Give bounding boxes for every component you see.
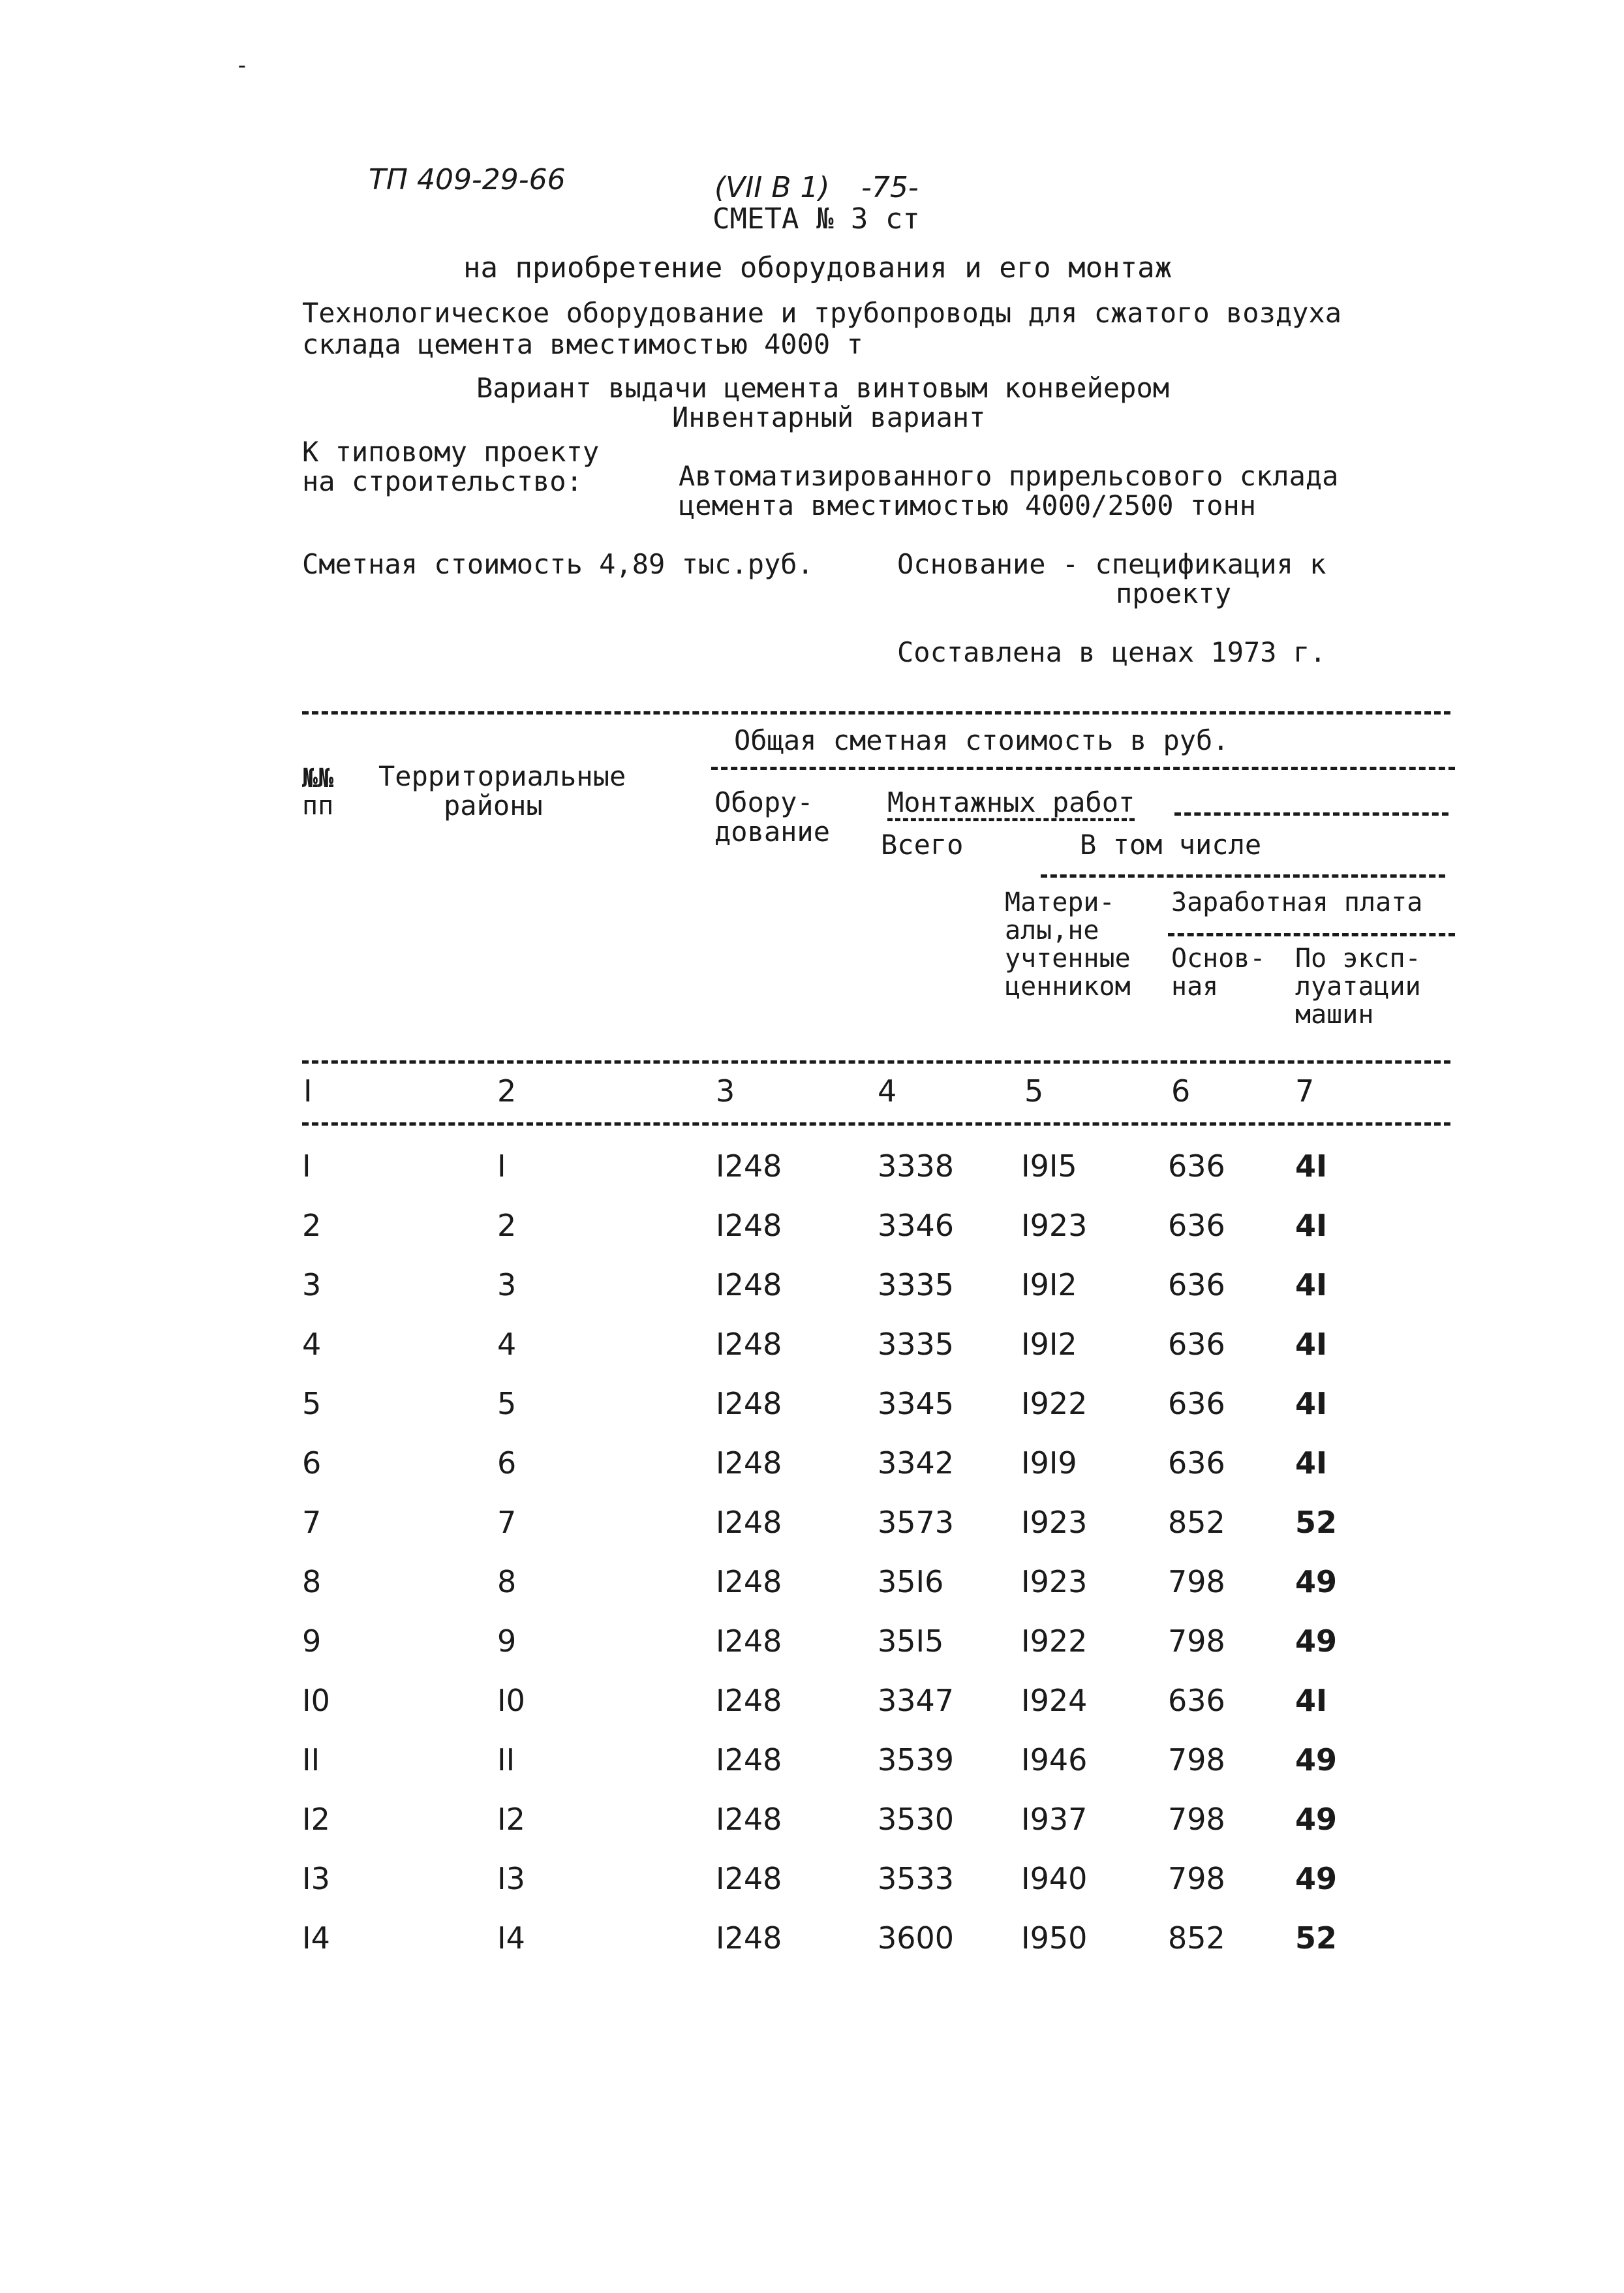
unaccounted-materials-cell: I923 <box>1021 1208 1088 1243</box>
header-bottom-rule <box>302 1060 1450 1064</box>
page-number: -75- <box>861 171 919 204</box>
equipment-cost-cell: I248 <box>716 1505 782 1540</box>
estimated-cost: Сметная стоимость 4,89 тыс.руб. <box>302 548 814 580</box>
machine-wage-cell: 4I <box>1295 1683 1328 1718</box>
basic-wage-cell: 798 <box>1168 1802 1225 1837</box>
column-number: 7 <box>1295 1073 1315 1109</box>
region-cell: 6 <box>497 1445 517 1481</box>
machine-wage-cell: 49 <box>1295 1861 1338 1896</box>
materials-header-3: учтенные <box>1005 944 1131 974</box>
row-number-cell: 7 <box>302 1505 322 1540</box>
equipment-cost-cell: I248 <box>716 1742 782 1777</box>
including-rule <box>1041 874 1445 878</box>
row-number-cell: II <box>302 1742 320 1777</box>
basic-wage-cell: 636 <box>1168 1683 1225 1718</box>
basic-wage-cell: 852 <box>1168 1920 1225 1956</box>
installation-header <box>887 786 1135 818</box>
project-name-line-2: цемента вместимостью 4000/2500 тонн <box>679 489 1257 521</box>
basic-wage-header-1: Основ- <box>1171 944 1266 974</box>
document-code: ТП 409-29-66 <box>369 163 566 196</box>
installation-total-cell: 35I6 <box>878 1564 944 1599</box>
machine-wage-cell: 49 <box>1295 1742 1338 1777</box>
total-cost-header: Общая сметная стоимость в руб. <box>734 724 1229 756</box>
object-line-2: склада цемента вместимостью 4000 т <box>302 328 863 360</box>
machine-wage-cell: 49 <box>1295 1624 1338 1659</box>
installation-total-cell: 3345 <box>878 1386 955 1421</box>
machine-wage-cell: 52 <box>1295 1505 1338 1540</box>
column-number: 3 <box>716 1073 735 1109</box>
machine-wage-cell: 49 <box>1295 1802 1338 1837</box>
machine-wage-cell: 49 <box>1295 1564 1338 1599</box>
region-cell: 5 <box>497 1386 517 1421</box>
wages-header: Заработная плата <box>1171 887 1423 917</box>
row-number-cell: 9 <box>302 1624 322 1659</box>
machine-wage-header-2: луатации <box>1295 972 1421 1002</box>
materials-header-2: алы,не <box>1005 916 1099 946</box>
equipment-cost-cell: I248 <box>716 1267 782 1302</box>
machine-wage-cell: 52 <box>1295 1920 1338 1956</box>
unaccounted-materials-cell: I940 <box>1021 1861 1088 1896</box>
row-number-cell: I3 <box>302 1861 330 1896</box>
basic-wage-cell: 636 <box>1168 1386 1225 1421</box>
installation-total-cell: 35I5 <box>878 1624 944 1659</box>
equipment-cost-cell: I248 <box>716 1445 782 1481</box>
unaccounted-materials-cell: I9I2 <box>1021 1327 1077 1362</box>
basic-wage-cell: 798 <box>1168 1861 1225 1896</box>
equipment-cost-cell: I248 <box>716 1802 782 1837</box>
region-cell: 3 <box>497 1267 517 1302</box>
column-number-rule <box>302 1122 1450 1126</box>
region-cell: I4 <box>497 1920 525 1956</box>
row-number-cell: 6 <box>302 1445 322 1481</box>
equipment-cost-cell: I248 <box>716 1624 782 1659</box>
installation-total-cell: 3342 <box>878 1445 955 1481</box>
installation-total-cell: 3533 <box>878 1861 955 1896</box>
variant-line-2: Инвентарный вариант <box>672 401 986 433</box>
unaccounted-materials-cell: I922 <box>1021 1624 1088 1659</box>
basic-wage-cell: 798 <box>1168 1564 1225 1599</box>
equipment-cost-cell: I248 <box>716 1148 782 1184</box>
column-number: 4 <box>878 1073 897 1109</box>
unaccounted-materials-cell: I937 <box>1021 1802 1088 1837</box>
region-cell: I0 <box>497 1683 525 1718</box>
row-number-cell: 4 <box>302 1327 322 1362</box>
machine-wage-cell: 4I <box>1295 1445 1328 1481</box>
region-cell: 8 <box>497 1564 517 1599</box>
total-cost-rule <box>711 767 1455 770</box>
project-name-line-1: Автоматизированного прирельсового склада <box>679 460 1339 492</box>
unaccounted-materials-cell: I9I5 <box>1021 1148 1077 1184</box>
basic-wage-cell: 636 <box>1168 1208 1225 1243</box>
basic-wage-cell: 852 <box>1168 1505 1225 1540</box>
row-number-cell: 5 <box>302 1386 322 1421</box>
variant-line-1: Вариант выдачи цемента винтовым конвейером <box>476 372 1170 404</box>
basis-line-2: проекту <box>1116 577 1232 609</box>
column-number: 6 <box>1171 1073 1191 1109</box>
equipment-cost-cell: I248 <box>716 1327 782 1362</box>
basic-wage-cell: 636 <box>1168 1327 1225 1362</box>
wages-rule <box>1168 933 1455 936</box>
machine-wage-header-1: По эксп- <box>1295 944 1421 974</box>
region-cell: 9 <box>497 1624 517 1659</box>
region-cell: I2 <box>497 1802 525 1837</box>
machine-wage-header-3: машин <box>1295 1000 1374 1030</box>
region-column-header-2: районы <box>444 790 543 822</box>
installation-header-text: Монтажных работ <box>887 786 1135 818</box>
column-number: I <box>303 1073 313 1109</box>
installation-total-cell: 3338 <box>878 1148 955 1184</box>
unaccounted-materials-cell: I923 <box>1021 1564 1088 1599</box>
machine-wage-cell: 4I <box>1295 1148 1328 1184</box>
basic-wage-cell: 798 <box>1168 1624 1225 1659</box>
equipment-cost-cell: I248 <box>716 1208 782 1243</box>
region-cell: II <box>497 1742 515 1777</box>
installation-total-cell: 3539 <box>878 1742 955 1777</box>
estimate-title: СМЕТА № 3 ст <box>712 202 920 236</box>
machine-wage-cell: 4I <box>1295 1267 1328 1302</box>
column-number: 2 <box>497 1073 517 1109</box>
estimate-subtitle: на приобретение оборудования и его монтаж <box>463 251 1172 285</box>
unaccounted-materials-cell: I9I2 <box>1021 1267 1077 1302</box>
unaccounted-materials-cell: I922 <box>1021 1386 1088 1421</box>
region-cell: I <box>497 1148 506 1184</box>
unaccounted-materials-cell: I923 <box>1021 1505 1088 1540</box>
row-number-cell: 3 <box>302 1267 322 1302</box>
installation-total-header: Всего <box>881 829 964 861</box>
unaccounted-materials-cell: I924 <box>1021 1683 1088 1718</box>
number-column-header-2: пп <box>302 791 334 821</box>
number-column-header-1: №№ <box>302 763 334 793</box>
object-line-1: Технологическое оборудование и трубопроводы для сжатого воздуха <box>302 297 1342 329</box>
machine-wage-cell: 4I <box>1295 1327 1328 1362</box>
installation-rule <box>1174 812 1448 816</box>
sheet-reference: (VII В 1) <box>714 171 830 204</box>
basic-wage-cell: 636 <box>1168 1267 1225 1302</box>
basis-line-1: Основание - спецификация к <box>897 548 1326 580</box>
basic-wage-cell: 636 <box>1168 1445 1225 1481</box>
machine-wage-cell: 4I <box>1295 1208 1328 1243</box>
installation-total-cell: 3600 <box>878 1920 955 1956</box>
equipment-cost-cell: I248 <box>716 1683 782 1718</box>
equipment-header-1: Обору- <box>714 786 814 818</box>
column-number: 5 <box>1024 1073 1044 1109</box>
region-cell: 7 <box>497 1505 517 1540</box>
row-number-cell: I <box>302 1148 311 1184</box>
region-cell: 2 <box>497 1208 517 1243</box>
installation-total-cell: 3530 <box>878 1802 955 1837</box>
row-number-cell: I0 <box>302 1683 330 1718</box>
basic-wage-cell: 798 <box>1168 1742 1225 1777</box>
project-label-line-2: на строительство: <box>302 465 583 497</box>
region-column-header-1: Территориальные <box>378 760 626 792</box>
project-label-line-1: К типовому проекту <box>302 436 600 468</box>
stray-mark: - <box>235 52 249 79</box>
region-cell: 4 <box>497 1327 517 1362</box>
equipment-cost-cell: I248 <box>716 1861 782 1896</box>
unaccounted-materials-cell: I946 <box>1021 1742 1088 1777</box>
table-top-rule <box>302 711 1450 715</box>
installation-total-cell: 3335 <box>878 1327 955 1362</box>
unaccounted-materials-cell: I9I9 <box>1021 1445 1077 1481</box>
installation-total-cell: 3573 <box>878 1505 955 1540</box>
unaccounted-materials-cell: I950 <box>1021 1920 1088 1956</box>
row-number-cell: I2 <box>302 1802 330 1837</box>
equipment-cost-cell: I248 <box>716 1920 782 1956</box>
row-number-cell: I4 <box>302 1920 330 1956</box>
materials-header-4: ценником <box>1005 972 1131 1002</box>
materials-header-1: Матери- <box>1005 887 1115 917</box>
installation-total-cell: 3346 <box>878 1208 955 1243</box>
including-header: В том числе <box>1080 829 1262 861</box>
installation-total-cell: 3335 <box>878 1267 955 1302</box>
equipment-header-2: дование <box>714 816 831 848</box>
basic-wage-header-2: ная <box>1171 972 1219 1002</box>
equipment-cost-cell: I248 <box>716 1386 782 1421</box>
installation-total-cell: 3347 <box>878 1683 955 1718</box>
machine-wage-cell: 4I <box>1295 1386 1328 1421</box>
region-cell: I3 <box>497 1861 525 1896</box>
equipment-cost-cell: I248 <box>716 1564 782 1599</box>
row-number-cell: 8 <box>302 1564 322 1599</box>
basic-wage-cell: 636 <box>1168 1148 1225 1184</box>
price-basis: Составлена в ценах 1973 г. <box>897 636 1326 668</box>
row-number-cell: 2 <box>302 1208 322 1243</box>
